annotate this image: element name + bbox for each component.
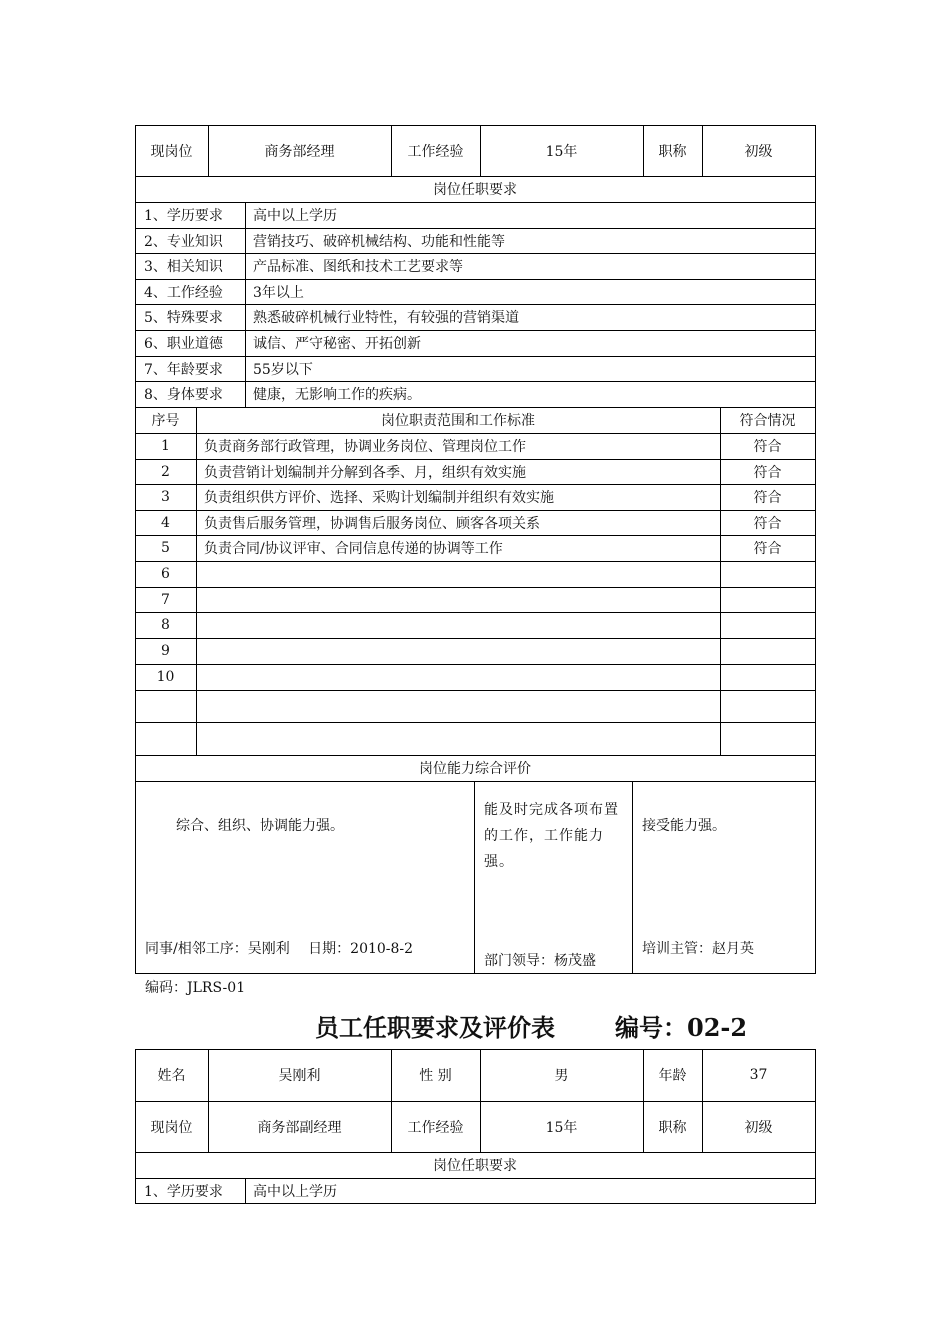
- grid-line: [135, 407, 816, 408]
- requirement-label: 6、职业道德: [144, 336, 223, 352]
- requirement-value: 3年以上: [253, 285, 304, 301]
- grid-line: [474, 781, 475, 974]
- duty-status: 符合: [753, 439, 782, 455]
- grid-line: [135, 176, 816, 177]
- requirement-value: 产品标准、图纸和技术工艺要求等: [253, 259, 463, 275]
- grid-line: [135, 587, 816, 588]
- duty-no: 3: [161, 489, 170, 505]
- grid-line: [135, 638, 816, 639]
- rank-value-2: 初级: [744, 1119, 773, 1136]
- experience-value: 15年: [545, 143, 578, 160]
- grid-line: [135, 433, 816, 434]
- experience-value-2: 15年: [545, 1119, 578, 1136]
- grid-line: [135, 664, 816, 665]
- requirements-title-2: 岗位任职要求: [433, 1158, 517, 1174]
- duty-no: 9: [161, 643, 170, 659]
- grid-line: [815, 1049, 816, 1204]
- duty-status: [720, 722, 815, 755]
- duty-no: [135, 690, 196, 722]
- duty-no: 1: [161, 438, 170, 454]
- grid-line: [480, 1049, 481, 1153]
- duty-status: 符合: [753, 515, 782, 532]
- grid-line: [245, 202, 246, 408]
- name-label: 姓名: [157, 1068, 186, 1084]
- grid-line: [643, 1049, 644, 1153]
- age-value: 37: [749, 1067, 768, 1083]
- duty-scope: 负责商务部行政管理，协调业务岗位、管理岗位工作: [204, 439, 526, 455]
- duty-no: 10: [156, 669, 175, 685]
- grid-line: [135, 1203, 816, 1204]
- duty-scope: [196, 561, 720, 587]
- grid-line: [643, 125, 644, 177]
- post-value: 商务部经理: [264, 143, 335, 160]
- training-signature: 培训主管：赵月英: [642, 941, 754, 957]
- req-value-2: 高中以上学历: [253, 1183, 337, 1200]
- grid-line: [702, 125, 703, 177]
- dept-comment: 能及时完成各项布置的工作，工作能力强。: [484, 802, 619, 870]
- grid-line: [135, 484, 816, 485]
- requirements-title: 岗位任职要求: [433, 182, 517, 198]
- form-number: 编号：02-2: [615, 1013, 748, 1042]
- requirement-value: 健康，无影响工作的疾病。: [253, 387, 421, 403]
- duty-no-header: 序号: [151, 413, 180, 429]
- experience-label-2: 工作经验: [407, 1119, 464, 1136]
- requirement-label: 4、工作经验: [144, 285, 223, 301]
- grid-line: [135, 202, 816, 203]
- duty-scope: [196, 587, 720, 612]
- name-value: 吴刚利: [278, 1068, 321, 1084]
- duty-status: [720, 587, 815, 612]
- requirement-value: 55岁以下: [253, 362, 313, 378]
- grid-line: [480, 125, 481, 177]
- age-label: 年龄: [658, 1068, 687, 1084]
- training-comment: 接受能力强。: [642, 818, 726, 834]
- rank-value: 初级: [744, 143, 773, 160]
- duty-status: [720, 638, 815, 664]
- duty-scope: 负责合同/协议评审、合同信息传递的协调等工作: [204, 541, 503, 557]
- duty-status: [720, 561, 815, 587]
- duty-no: 2: [161, 463, 170, 480]
- grid-line: [196, 407, 197, 756]
- post-label: 现岗位: [150, 143, 193, 160]
- requirement-label: 8、身体要求: [144, 387, 223, 403]
- duty-status: 符合: [753, 464, 782, 481]
- dept-signature: 部门领导：杨茂盛: [484, 953, 596, 969]
- form-title: 员工任职要求及评价表: [315, 1013, 555, 1042]
- grid-line: [632, 781, 633, 974]
- requirement-label: 3、相关知识: [144, 259, 223, 275]
- grid-line: [135, 330, 816, 331]
- grid-line: [135, 125, 816, 126]
- grid-line: [135, 690, 816, 691]
- duty-scope: [196, 612, 720, 638]
- grid-line: [135, 228, 816, 229]
- grid-line: [208, 125, 209, 177]
- duty-scope-header: 岗位职责范围和工作标准: [381, 413, 535, 429]
- duty-scope: 负责售后服务管理，协调售后服务岗位、顾客各项关系: [204, 515, 540, 532]
- rank-label-2: 职称: [658, 1119, 687, 1136]
- req-label-2: 1、学历要求: [144, 1183, 223, 1200]
- grid-line: [135, 1049, 136, 1204]
- grid-line: [135, 253, 816, 254]
- grid-line: [391, 1049, 392, 1153]
- duty-no: 7: [161, 591, 170, 608]
- grid-line: [208, 1049, 209, 1153]
- grid-line: [135, 535, 816, 536]
- duty-scope: [196, 638, 720, 664]
- post-value-2: 商务部副经理: [257, 1119, 342, 1136]
- grid-line: [135, 755, 816, 756]
- requirement-value: 高中以上学历: [253, 208, 337, 224]
- requirement-value: 营销技巧、破碎机械结构、功能和性能等: [253, 234, 505, 250]
- duty-no: 4: [161, 514, 170, 531]
- grid-line: [135, 459, 816, 460]
- requirement-label: 7、年龄要求: [144, 362, 223, 378]
- grid-line: [135, 304, 816, 305]
- grid-line: [135, 561, 816, 562]
- grid-line: [135, 356, 816, 357]
- duty-status: 符合: [753, 541, 782, 557]
- requirement-label: 5、特殊要求: [144, 310, 223, 326]
- grid-line: [135, 612, 816, 613]
- requirement-value: 诚信、严守秘密、开拓创新: [253, 336, 421, 352]
- duty-scope: 负责组织供方评价、选择、采购计划编制并组织有效实施: [204, 490, 554, 506]
- requirement-label: 1、学历要求: [144, 208, 223, 224]
- duty-scope: [196, 722, 720, 755]
- experience-label: 工作经验: [407, 143, 464, 160]
- grid-line: [135, 381, 816, 382]
- duty-status: [720, 664, 815, 690]
- rank-label: 职称: [658, 143, 687, 160]
- requirement-value: 熟悉破碎机械行业特性，有较强的营销渠道: [253, 310, 519, 326]
- peer-signature: 同事/相邻工序：吴刚利 日期：2010-8-2: [145, 941, 414, 957]
- post-label-2: 现岗位: [150, 1119, 193, 1136]
- grid-line: [135, 781, 816, 782]
- grid-line: [135, 1152, 816, 1153]
- duty-status-header: 符合情况: [739, 413, 796, 429]
- duty-status: 符合: [753, 490, 782, 506]
- grid-line: [702, 1049, 703, 1153]
- duty-no: [135, 722, 196, 755]
- grid-line: [135, 1101, 816, 1102]
- grid-line: [135, 510, 816, 511]
- grid-line: [135, 722, 816, 723]
- gender-value: 男: [554, 1068, 569, 1084]
- evaluation-title: 岗位能力综合评价: [419, 761, 531, 777]
- peer-comment: 综合、组织、协调能力强。: [176, 818, 344, 834]
- duty-status: [720, 690, 815, 722]
- duty-scope: [196, 664, 720, 690]
- grid-line: [135, 1049, 816, 1050]
- grid-line: [135, 279, 816, 280]
- grid-line: [135, 1178, 816, 1179]
- grid-line: [391, 125, 392, 177]
- duty-scope: [196, 690, 720, 722]
- duty-status: [720, 612, 815, 638]
- document-code: 编码：JLRS-01: [145, 980, 246, 996]
- grid-line: [135, 973, 816, 974]
- duty-no: 6: [161, 566, 170, 582]
- requirement-label: 2、专业知识: [144, 234, 223, 250]
- duty-no: 8: [161, 617, 170, 633]
- gender-label: 性 别: [419, 1068, 452, 1084]
- duty-no: 5: [161, 540, 170, 556]
- grid-line: [245, 1178, 246, 1204]
- duty-scope: 负责营销计划编制并分解到各季、月，组织有效实施: [204, 464, 526, 481]
- grid-line: [720, 407, 721, 756]
